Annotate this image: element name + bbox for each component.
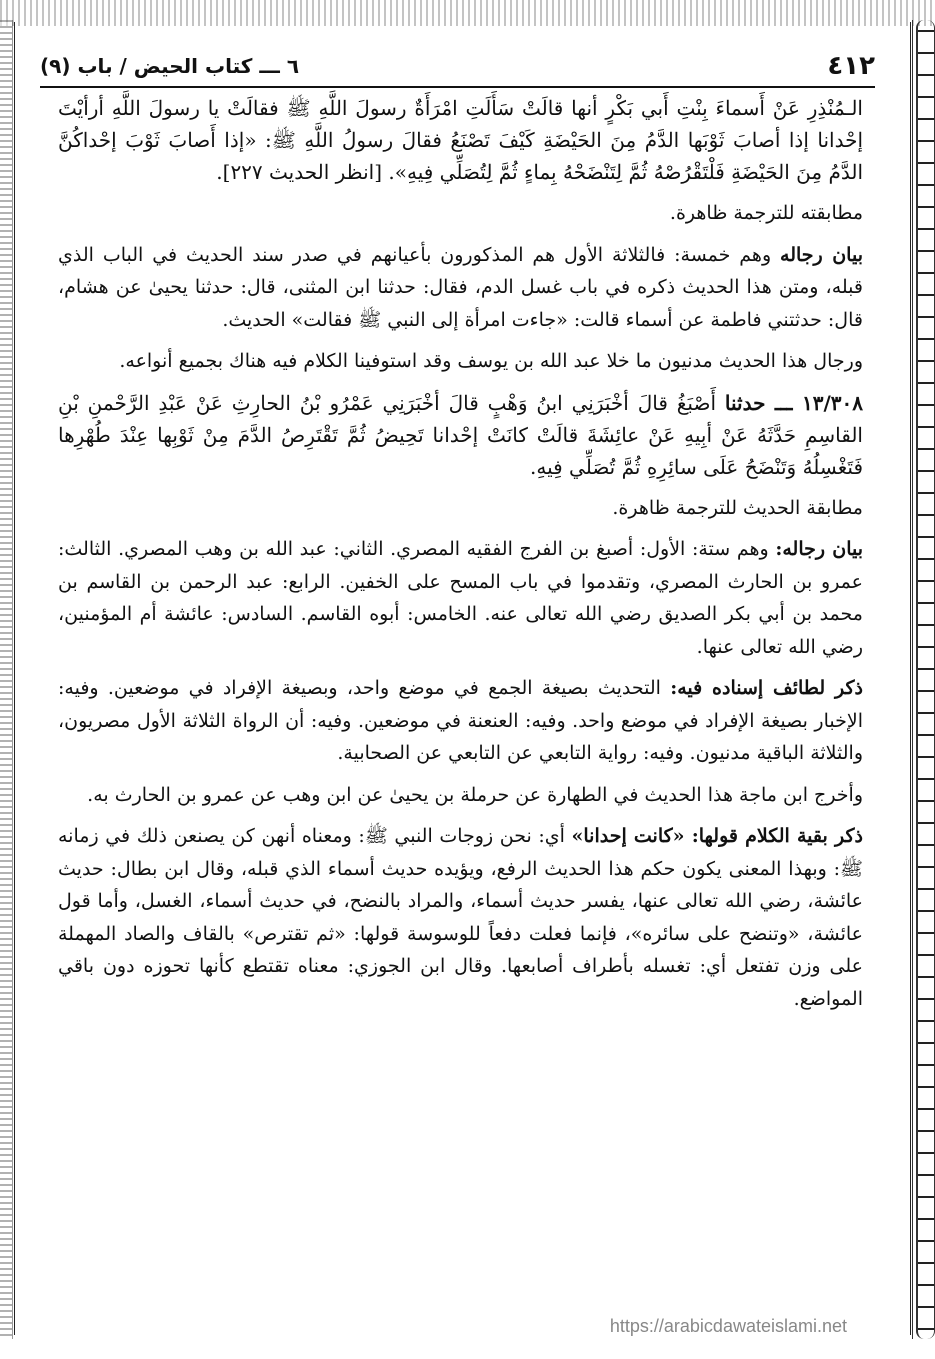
- running-title: ٦ ـــ كتاب الحيض / باب (٩): [40, 54, 300, 78]
- section-heading: ذكر لطائف إسناده فيه:: [670, 677, 863, 699]
- paragraph-text: وهم خمسة: فالثلاثة الأول هم المذكورون بأعيانهم في صدر سند الحديث في الباب الذي قبله، ومتن هذا الحديث ذكره في باب غسل الدم، فقال: حدثنا ابن المثنى، قال: حدثنا يحيىٰ عن هشام، قال: حدثتني فاطمة عن أسماء قالت: «جاءت امرأة إلى النبي ﷺ فقالت» الحديث.: [58, 243, 863, 331]
- paragraph-text: الـمُنْذِرِ عَنْ أَسماءَ بِنْتِ أَبي بَكْرٍ أنها قالَتْ سَأَلَتِ امْرَأَةٌ رسولَ اللَّهِ ﷺ فقالَتْ يا رسولَ اللَّهِ أرأيْتَ إحْدانا إذا أصابَ ثَوْبَها الدَّمُ مِنَ الحَيْضَةِ كَيْفَ تَصْنَعُ فقالَ رسولُ اللَّهِ ﷺ: «إذا أَصابَ ثَوْبَ إحْداكُنَّ الدَّمُ مِنَ الحَيْضَةِ فَلْتَقْرُصْهُ ثُمَّ لِتَنْضَحْهُ بِماءٍ ثُمَّ لِتُصَلِّي فِيهِ». [انظر الحديث ٢٢٧].: [58, 96, 863, 184]
- paragraph-ibn-majah: [58, 779, 863, 812]
- right-ornament-border: [912, 20, 935, 1339]
- chain-ornament: [916, 20, 935, 1339]
- paragraph-narrators-2: [58, 533, 863, 663]
- paragraph-correspondence: [58, 197, 863, 230]
- paragraph-text: ورجال هذا الحديث مدنيون ما خلا عبد الله بن يوسف وقد استوفينا الكلام فيه هناك بجميع أنواعه.: [119, 350, 863, 372]
- paragraph-correspondence-2: [58, 492, 863, 525]
- hadith-text: [58, 387, 863, 483]
- paragraph-text: أي: نحن زوجات النبي ﷺ: ومعناه أنهن كن يصنعن ذلك في زمانه ﷺ: وبهذا المعنى يكون حكم هذا الحديث الرفع، ويؤيده حديث أسماء الذي قبله، وقال ابن بطال: حديث عائشة، رضي الله تعالى عنها، يفسر حديث أسماء، والمراد بالنضح، في حديث أسماء، الغسل، وأما قول عائشة، «وتنضح على سائره»، فإنما فعلت دفعاً للوسوسة قولها: «ثم تقترص» بالقاف والصاد المهملة على وزن تفتعل أي: تغسله بأطراف أصابعها. وقال ابن الجوزي: معناه تقتطع كأنها تحوزه دون باقي المواضع.: [58, 825, 863, 1010]
- paragraph-text: وأخرج ابن ماجة هذا الحديث في الطهارة عن حرملة بن يحيىٰ عن ابن وهب عن عمرو بن الحارث به.: [87, 783, 863, 806]
- paragraph-text: مطابقة الحديث للترجمة ظاهرة.: [612, 496, 863, 519]
- watermark-url: https://arabicdawateislami.net: [609, 1316, 847, 1336]
- page-header: [40, 46, 875, 88]
- paragraph-text: وهم ستة: الأول: أصبغ بن الفرج الفقيه المصري. الثاني: عبد الله بن وهب المصري. الثالث: عمرو بن الحارث المصري، وتقدموا في باب المسح على الخفين. الرابع: عبد الرحمن بن القاسم بن محمد بن أبي بكر الصديق رضي الله تعالى عنه. الخامس: أبوه القاسم. السادس: عائشة أم المؤمنين، رضي الله تعالى عنها.: [58, 538, 863, 658]
- hadith-text-continued: [58, 92, 863, 188]
- left-ornament-border: [0, 20, 13, 1339]
- page-number: ٤١٢: [827, 51, 875, 81]
- paragraph-commentary: [58, 820, 863, 1015]
- paragraph-narrators: [58, 239, 863, 337]
- page-body: [58, 92, 863, 1024]
- paragraph-text: مطابقته للترجمة ظاهرة.: [669, 202, 863, 224]
- section-heading: بيان رجاله: [780, 243, 863, 266]
- paragraph-isnad-notes: [58, 672, 863, 770]
- paragraph-narrators-origin: [58, 345, 863, 378]
- hadith-number: ١٣/٣٠٨ ـــ حدثنا: [724, 390, 863, 415]
- section-heading: ذكر بقية الكلام قولها: «كانت إحدانا»: [571, 825, 863, 847]
- section-heading: بيان رجاله:: [775, 538, 863, 560]
- paragraph-text: التحديث بصيغة الجمع في موضع واحد، وبصيغة الإفراد في موضعين. وفيه: الإخبار بصيغة الإفراد في موضع واحد. وفيه: العنعنة في موضعين. وفيه: أن الرواة الثلاثة الأول مصريون، والثلاثة الباقية مدنيون. وفيه: رواية التابعي عن التابعي عن الصحابية.: [58, 677, 863, 764]
- paragraph-text: أَصْبَغُ قالَ أخْبَرَنِي ابنُ وَهْبٍ قالَ أخْبَرَنِي عَمْرُو بْنُ الحارِثِ عَنْ عَبْدِ الرَّحْمنِ بْنِ القاسِمِ حَدَّثَهُ عَنْ أبِيهِ عَنْ عائِشَةَ قالَتْ كانَتْ إحْدانا تَحِيضُ ثُمَّ تَقْتَرِصُ الدَّمَ مِنْ ثَوْبِها عِنْدَ طُهْرِها فَتَغْسِلُهُ وَتَنْضَحُ عَلَى سائِرِهِ ثُمَّ تُصَلِّي فِيهِ.: [58, 390, 863, 479]
